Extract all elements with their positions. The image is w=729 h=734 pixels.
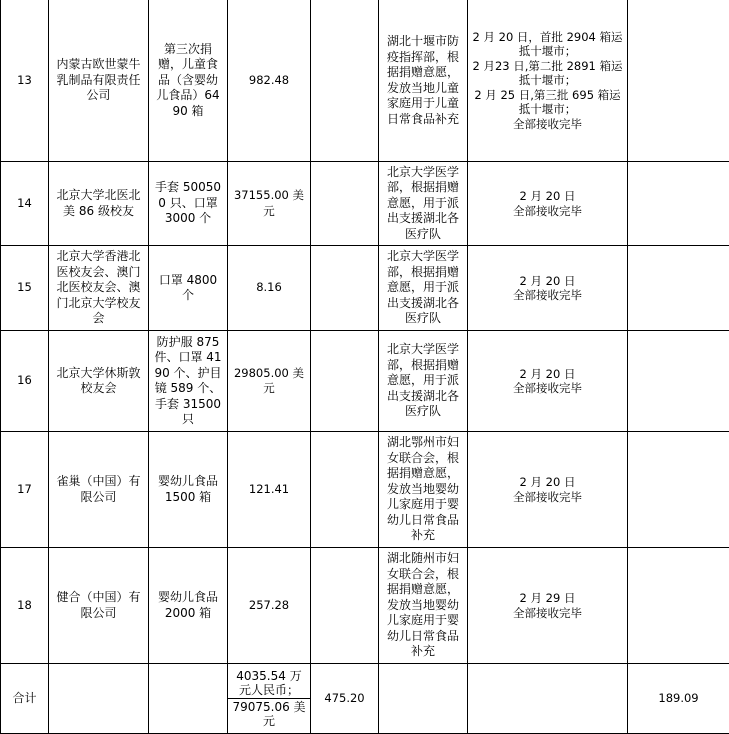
- receipt-line: 全部接收完毕: [472, 204, 623, 219]
- donated-goods: 婴幼儿食品 2000 箱: [149, 548, 228, 664]
- total-extra: 475.20: [311, 664, 379, 734]
- receipt-line: 2 月 29 日: [472, 591, 623, 606]
- total-empty-cell: [468, 664, 628, 734]
- row-number: 13: [1, 0, 49, 162]
- goods-value: 8.16: [228, 246, 311, 331]
- recipient-usage: 北京大学医学部，根据捐赠意愿，用于派出支援湖北各医疗队: [379, 246, 468, 331]
- table-row: [1, 0, 729, 162]
- donated-goods: 第三次捐赠，儿童食品（含婴幼儿食品）6490 箱: [149, 0, 228, 162]
- receipt-line: 全部接收完毕: [472, 381, 623, 396]
- last-cell: [628, 162, 729, 246]
- recipient-usage: 湖北鄂州市妇女联合会，根据捐赠意愿，发放当地婴幼儿家庭用于婴幼儿日常食品补充: [379, 432, 468, 548]
- goods-value: 37155.00 美元: [228, 162, 311, 246]
- receipt-status: [468, 331, 628, 432]
- row-number: 17: [1, 432, 49, 548]
- receipt-status: [468, 162, 628, 246]
- extra-cell: [311, 331, 379, 432]
- donated-goods: 口罩 4800 个: [149, 246, 228, 331]
- row-number: 18: [1, 548, 49, 664]
- row-number: 14: [1, 162, 49, 246]
- receipt-line: 2 月 20 日: [472, 367, 623, 382]
- extra-cell: [311, 432, 379, 548]
- donor-name: 北京大学休斯敦校友会: [49, 331, 149, 432]
- row-number: 15: [1, 246, 49, 331]
- receipt-line: 2 月 20 日，首批 2904 箱运抵十堰市；: [472, 30, 623, 59]
- recipient-usage: 湖北随州市妇女联合会，根据捐赠意愿，发放当地婴幼儿家庭用于婴幼儿日常食品补充: [379, 548, 468, 664]
- extra-cell: [311, 0, 379, 162]
- receipt-status: [468, 548, 628, 664]
- donor-name: 雀巢（中国）有限公司: [49, 432, 149, 548]
- last-cell: [628, 548, 729, 664]
- receipt-status: [468, 432, 628, 548]
- table-row: [1, 246, 729, 331]
- receipt-status: [468, 246, 628, 331]
- last-cell: [628, 0, 729, 162]
- total-empty-cell: [379, 664, 468, 734]
- goods-value: 29805.00 美元: [228, 331, 311, 432]
- donated-goods: 婴幼儿食品 1500 箱: [149, 432, 228, 548]
- donor-name: 北京大学北医北美 86 级校友: [49, 162, 149, 246]
- last-cell: [628, 331, 729, 432]
- receipt-line: 全部接收完毕: [472, 606, 623, 621]
- receipt-line: 全部接收完毕: [472, 117, 623, 132]
- extra-cell: [311, 162, 379, 246]
- goods-value: 982.48: [228, 0, 311, 162]
- receipt-line: 2 月23 日,第二批 2891 箱运抵十堰市；: [472, 59, 623, 88]
- table-row: [1, 162, 729, 246]
- last-cell: [628, 246, 729, 331]
- receipt-line: 2 月 20 日: [472, 274, 623, 289]
- recipient-usage: 北京大学医学部，根据捐赠意愿，用于派出支援湖北各医疗队: [379, 162, 468, 246]
- total-value-rmb: 4035.54 万元人民币；: [228, 668, 310, 699]
- receipt-status: [468, 0, 628, 162]
- total-empty-cell: [149, 664, 228, 734]
- total-row: [1, 664, 729, 734]
- table-row: [1, 548, 729, 664]
- receipt-line: 2 月 25 日,第三批 695 箱运抵十堰市；: [472, 88, 623, 117]
- last-cell: [628, 432, 729, 548]
- total-value: [228, 664, 311, 734]
- donated-goods: 手套 500500 只、口罩 3000 个: [149, 162, 228, 246]
- recipient-usage: 北京大学医学部，根据捐赠意愿，用于派出支援湖北各医疗队: [379, 331, 468, 432]
- table-row: [1, 331, 729, 432]
- goods-value: 121.41: [228, 432, 311, 548]
- total-empty-cell: [49, 664, 149, 734]
- donated-goods: 防护服 875 件、口罩 4190 个、护目镜 589 个、手套 31500 只: [149, 331, 228, 432]
- total-label: 合计: [1, 664, 49, 734]
- donor-name: 北京大学香港北医校友会、澳门北医校友会、澳门北京大学校友会: [49, 246, 149, 331]
- total-last: 189.09: [628, 664, 729, 734]
- table-row: [1, 432, 729, 548]
- receipt-line: 2 月 20 日: [472, 189, 623, 204]
- donor-name: 内蒙古欧世蒙牛乳制品有限责任公司: [49, 0, 149, 162]
- donor-name: 健合（中国）有限公司: [49, 548, 149, 664]
- goods-value: 257.28: [228, 548, 311, 664]
- row-number: 16: [1, 331, 49, 432]
- extra-cell: [311, 548, 379, 664]
- recipient-usage: 湖北十堰市防疫指挥部，根据捐赠意愿，发放当地儿童家庭用于儿童日常食品补充: [379, 0, 468, 162]
- receipt-line: 全部接收完毕: [472, 490, 623, 505]
- receipt-line: 2 月 20 日: [472, 475, 623, 490]
- total-value-usd: 79075.06 美元: [228, 699, 310, 729]
- extra-cell: [311, 246, 379, 331]
- receipt-line: 全部接收完毕: [472, 288, 623, 303]
